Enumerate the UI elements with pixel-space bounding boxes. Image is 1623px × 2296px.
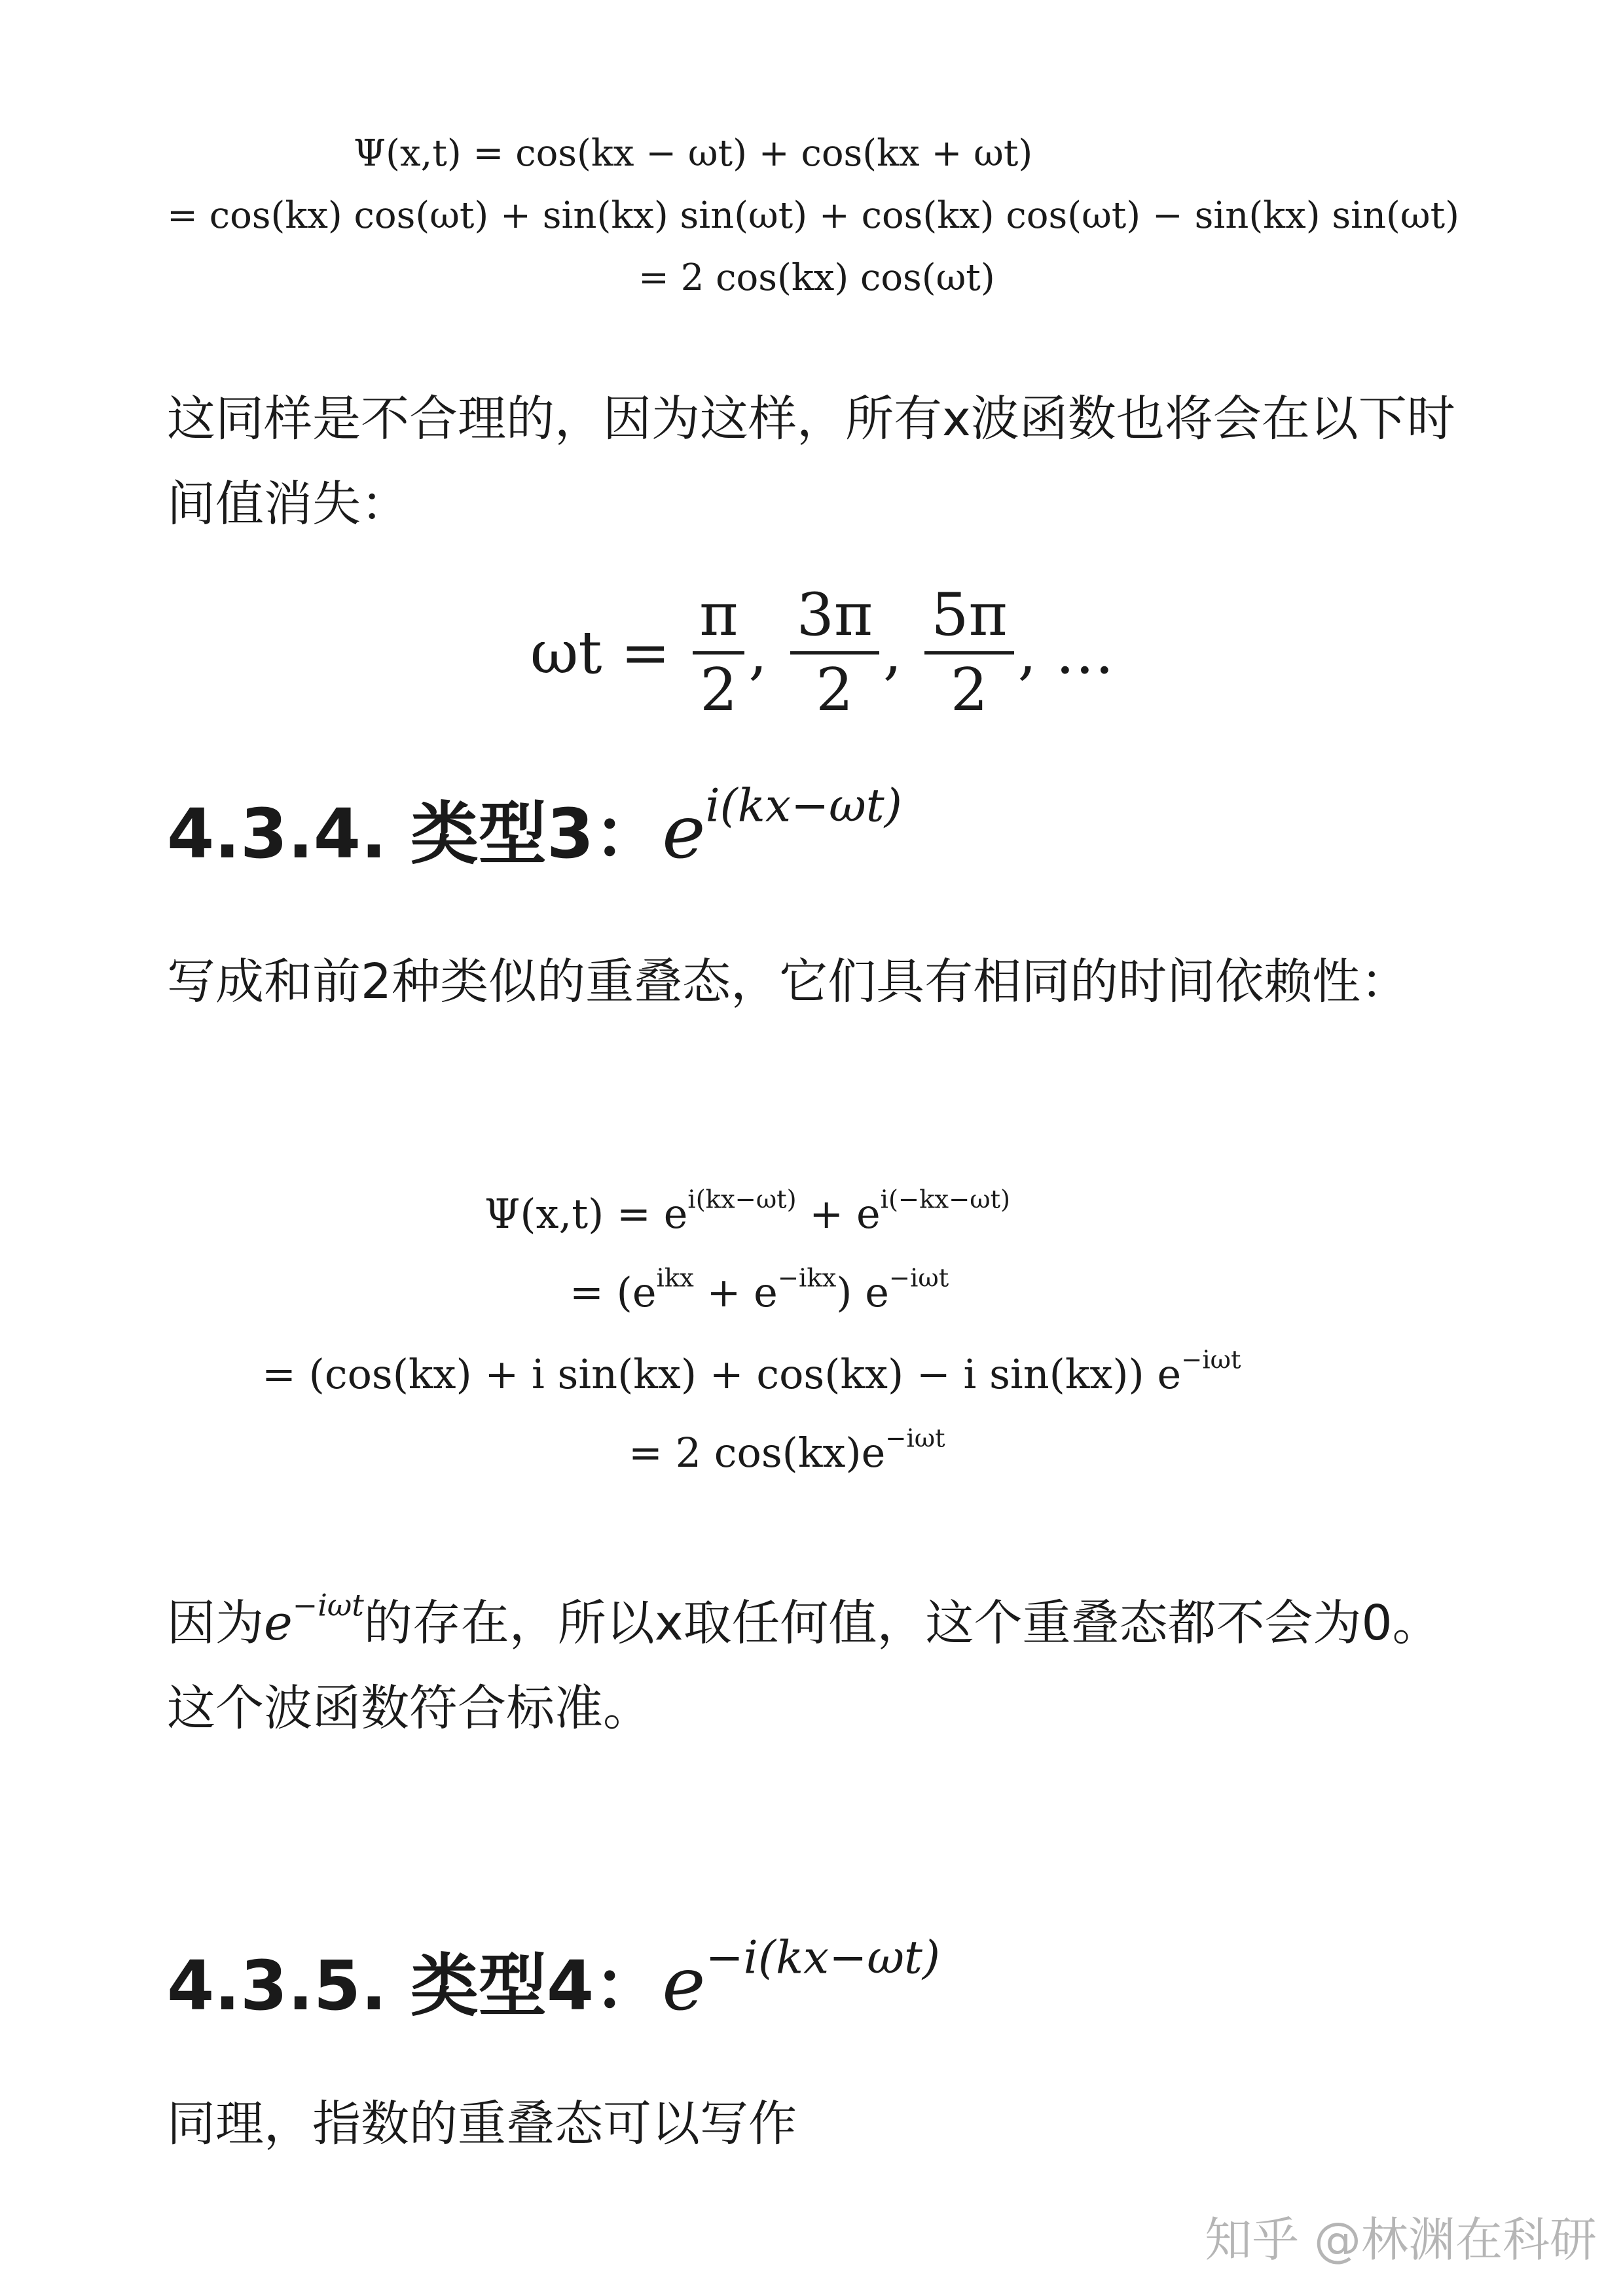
section-heading-4-3-4 (167, 779, 902, 877)
fraction-2 (790, 579, 879, 726)
watermark: 知乎 @林渊在科研 (1205, 2212, 1597, 2267)
eq3-l4-exp: −iωt (885, 1424, 945, 1454)
fraction-3-numerator: 5π (924, 579, 1013, 655)
para3-b: 的存在，所以x取任何值，这个重叠态都不会为0。这个波函数符合标准。 (167, 1595, 1441, 1736)
heading-formula (662, 1931, 940, 2027)
equation-2-tail: , … (1017, 619, 1114, 687)
para3-formula (264, 1587, 364, 1651)
eq3-l2-b: + e (693, 1268, 778, 1316)
separator: , (883, 619, 902, 687)
para3-a: 因为 (167, 1595, 264, 1651)
fraction-1 (693, 579, 744, 726)
eq3-l2-exp3: −iωt (888, 1263, 949, 1293)
eq3-l1-lhs: Ψ(x,t) = e (484, 1190, 688, 1238)
para3-exp: −iωt (292, 1587, 364, 1623)
fraction-1-numerator: π (693, 579, 744, 655)
eq3-l3-a: = (cos(kx) + i sin(kx) + cos(kx) − i sin(kx)) e (262, 1350, 1182, 1398)
fraction-3-denominator: 2 (950, 656, 989, 725)
separator: , (748, 619, 767, 687)
eq3-l4-a: = 2 cos(kx)e (629, 1429, 886, 1477)
section-heading-4-3-5 (167, 1931, 940, 2029)
formula-base: e (662, 1942, 706, 2027)
equation-3-line-1 (484, 1185, 1011, 1240)
heading-prefix: 4.3.4. 类型3： (167, 794, 663, 874)
para3-base: e (264, 1595, 293, 1651)
fraction-2-denominator: 2 (816, 656, 854, 725)
eq3-l1-exp2: i(−kx−ωt) (880, 1185, 1011, 1215)
formula-base: e (662, 790, 706, 875)
fraction-1-denominator: 2 (700, 656, 738, 725)
heading-formula (662, 780, 902, 875)
eq3-l2-c: ) e (836, 1268, 889, 1316)
equation-2 (530, 579, 1114, 726)
equation-2-lhs: ωt = (530, 619, 670, 687)
eq3-l2-exp2: −ikx (777, 1263, 837, 1293)
eq3-l2-exp1: ikx (656, 1263, 694, 1293)
eq3-l3-exp: −iωt (1181, 1345, 1241, 1375)
paragraph-4: 同理，指数的重叠态可以写作 (167, 2096, 797, 2152)
eq3-l1-mid: + e (796, 1190, 881, 1238)
equation-3-line-4 (629, 1424, 945, 1479)
paragraph-2: 写成和前2种类似的重叠态，它们具有相同的时间依赖性： (167, 954, 1410, 1010)
fraction-2-numerator: 3π (790, 579, 879, 655)
eq3-l2-a: = (e (570, 1268, 657, 1316)
equation-1-line-2: = cos(kx) cos(ωt) + sin(kx) sin(ωt) + cos(kx) cos(ωt) − sin(kx) sin(ωt) (167, 194, 1459, 237)
equation-3-line-3 (262, 1345, 1241, 1401)
formula-exponent: −i(kx−ωt) (705, 1931, 940, 1984)
fraction-3 (924, 579, 1013, 726)
paragraph-1: 这同样是不合理的，因为这样，所有x波函数也将会在以下时间值消失： (167, 391, 1455, 532)
formula-exponent: i(kx−ωt) (705, 780, 902, 833)
equation-3-line-2 (570, 1263, 949, 1319)
equation-1-line-3: = 2 cos(kx) cos(ωt) (638, 257, 995, 299)
equation-1-line-1: Ψ(x,t) = cos(kx − ωt) + cos(kx + ωt) (354, 132, 1033, 175)
eq3-l1-exp1: i(kx−ωt) (687, 1185, 797, 1215)
heading-prefix: 4.3.5. 类型4： (167, 1946, 663, 2026)
paragraph-3 (167, 1581, 1470, 1751)
